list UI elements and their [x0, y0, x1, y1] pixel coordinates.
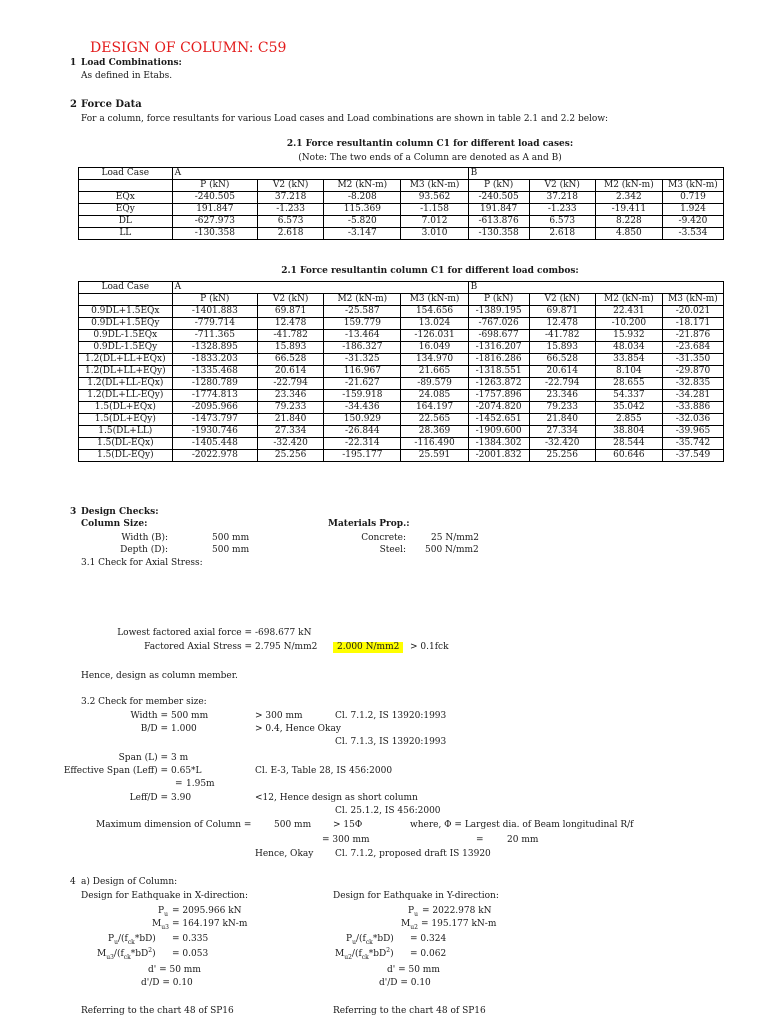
column-header: P (kN) [468, 294, 529, 306]
value-cell: 7.012 [401, 216, 468, 228]
value-cell: 20.614 [529, 366, 595, 378]
x-pu-label: $P_u$ [158, 906, 168, 918]
value-cell: 21.840 [258, 414, 324, 426]
x-axial-ratio-label: $P_u/(f_{ck}*bD)$ [108, 934, 156, 946]
value-cell: 60.646 [595, 450, 662, 462]
section-3-number: 3 [70, 507, 77, 517]
span-label: Span (L) = [118, 753, 168, 763]
stress-comparison: > 0.1fck [410, 642, 449, 652]
value-cell: -1757.896 [468, 390, 529, 402]
value-cell: 66.528 [529, 354, 595, 366]
row-label-cell: 1.2(DL+LL-EQy) [79, 390, 173, 402]
value-cell: -2074.820 [468, 402, 529, 414]
y-cover: d' = 50 mm [387, 965, 440, 975]
column-header: M3 (kN-m) [401, 294, 468, 306]
row-label-cell: 1.5(DL-EQy) [79, 450, 173, 462]
value-cell: 35.042 [595, 402, 662, 414]
value-cell: 22.565 [401, 414, 468, 426]
load-case-header: Load Case [79, 282, 173, 294]
row-label-cell: 0.9DL+1.5EQy [79, 318, 173, 330]
value-cell: -32.420 [529, 438, 595, 450]
value-cell: 2.855 [595, 414, 662, 426]
bd-ratio-check: > 0.4, Hence Okay [255, 724, 341, 734]
value-cell: 93.562 [401, 192, 468, 204]
value-cell: -5.820 [324, 216, 401, 228]
effective-span-formula: 0.65*L [171, 766, 202, 776]
column-header: P (kN) [172, 180, 257, 192]
value-cell: -1.158 [401, 204, 468, 216]
value-cell: -9.420 [662, 216, 723, 228]
value-cell: -1280.789 [172, 378, 257, 390]
load-combo-table [78, 281, 724, 462]
value-cell: -1316.207 [468, 342, 529, 354]
value-cell: 27.334 [258, 426, 324, 438]
value-cell: -1473.797 [172, 414, 257, 426]
value-cell: -22.794 [258, 378, 324, 390]
section-1-text: As defined in Etabs. [81, 71, 173, 81]
bd-ratio-clause: Cl. 7.1.3, IS 13920:1993 [335, 737, 447, 747]
concrete-value: 25 N/mm2 [431, 533, 480, 543]
row-label-cell: LL [79, 228, 173, 240]
empty-cell [79, 180, 173, 192]
row-label-cell: 1.5(DL+EQx) [79, 402, 173, 414]
value-cell: -21.876 [662, 330, 723, 342]
column-header: M3 (kN-m) [662, 180, 723, 192]
end-b-header: B [468, 282, 723, 294]
y-chart-reference: Referring to the chart 48 of SP16 [333, 1006, 486, 1016]
concrete-label: Concrete: [361, 533, 406, 543]
steel-value: 500 N/mm2 [425, 545, 479, 555]
value-cell: 2.618 [529, 228, 595, 240]
value-cell: 15.893 [529, 342, 595, 354]
row-label-cell: 1.2(DL+LL-EQx) [79, 378, 173, 390]
x-mu-label: $M_{u3}$ [152, 919, 169, 931]
value-cell: 191.847 [172, 204, 257, 216]
y-moment-ratio-value: = 0.062 [410, 949, 447, 959]
value-cell: -240.505 [172, 192, 257, 204]
effective-span-clause: Cl. E-3, Table 28, IS 456:2000 [255, 766, 393, 776]
width-value: 500 mm [212, 533, 250, 543]
value-cell: -39.965 [662, 426, 723, 438]
value-cell: 28.544 [595, 438, 662, 450]
table-row [79, 204, 724, 216]
value-cell: 21.840 [529, 414, 595, 426]
value-cell: 69.871 [529, 306, 595, 318]
column-header: M2 (kN-m) [595, 180, 662, 192]
table-row [79, 426, 724, 438]
x-mu-value: = 164.197 kN-m [172, 919, 248, 929]
section-2-text: For a column, force resultants for various Load cases and Load combinations are shown in table 2.1 and 2.2 below: [81, 114, 609, 124]
max-dimension-label: Maximum dimension of Column = [96, 820, 252, 830]
table-row [79, 306, 724, 318]
row-label-cell: 0.9DL-1.5EQy [79, 342, 173, 354]
value-cell: -130.358 [468, 228, 529, 240]
value-cell: -711.365 [172, 330, 257, 342]
section-2-heading: Force Data [81, 99, 142, 110]
value-cell: 154.656 [401, 306, 468, 318]
value-cell: 12.478 [258, 318, 324, 330]
depth-label: Depth (D): [120, 545, 168, 555]
value-cell: -627.973 [172, 216, 257, 228]
value-cell: -13.464 [324, 330, 401, 342]
value-cell: -8.208 [324, 192, 401, 204]
member-width-check: > 300 mm [255, 711, 303, 721]
value-cell: 79.233 [529, 402, 595, 414]
value-cell: 116.967 [324, 366, 401, 378]
value-cell: -31.325 [324, 354, 401, 366]
value-cell: -26.844 [324, 426, 401, 438]
y-pu-value: = 2022.978 kN [422, 906, 492, 916]
max-dimension-check: > 15Φ [333, 820, 363, 830]
value-cell: -1816.286 [468, 354, 529, 366]
value-cell: -130.358 [172, 228, 257, 240]
value-cell: -195.177 [324, 450, 401, 462]
value-cell: -1335.468 [172, 366, 257, 378]
value-cell: 38.804 [595, 426, 662, 438]
value-cell: -767.026 [468, 318, 529, 330]
value-cell: -32.036 [662, 414, 723, 426]
effective-span-result: 1.95m [186, 779, 215, 789]
subsection-3-1: 3.1 Check for Axial Stress: [81, 558, 203, 568]
slenderness-label: Leff/D = [129, 793, 168, 803]
table-row [79, 342, 724, 354]
value-cell: -32.420 [258, 438, 324, 450]
column-header: V2 (kN) [258, 180, 324, 192]
value-cell: 2.342 [595, 192, 662, 204]
row-label-cell: EQx [79, 192, 173, 204]
value-cell: -1452.651 [468, 414, 529, 426]
value-cell: -1389.195 [468, 306, 529, 318]
value-cell: -2095.966 [172, 402, 257, 414]
span-value: 3 m [171, 753, 189, 763]
row-label-cell: EQy [79, 204, 173, 216]
value-cell: 2.618 [258, 228, 324, 240]
value-cell: 150.929 [324, 414, 401, 426]
x-axial-ratio-value: = 0.335 [172, 934, 209, 944]
value-cell: -41.782 [258, 330, 324, 342]
section-4-number: 4 [70, 877, 76, 887]
axial-stress-label: Factored Axial Stress = [144, 642, 252, 652]
column-header: M3 (kN-m) [662, 294, 723, 306]
value-cell: 13.024 [401, 318, 468, 330]
row-label-cell: 1.2(DL+LL+EQy) [79, 366, 173, 378]
value-cell: 8.228 [595, 216, 662, 228]
table-row [79, 414, 724, 426]
section-1-heading: Load Combinations: [81, 58, 182, 68]
value-cell: -240.505 [468, 192, 529, 204]
column-header: V2 (kN) [529, 180, 595, 192]
value-cell: -159.918 [324, 390, 401, 402]
value-cell: 115.369 [324, 204, 401, 216]
column-header: M2 (kN-m) [324, 180, 401, 192]
value-cell: -779.714 [172, 318, 257, 330]
row-label-cell: DL [79, 216, 173, 228]
materials-heading: Materials Prop.: [328, 519, 410, 529]
value-cell: 28.369 [401, 426, 468, 438]
table-row [79, 390, 724, 402]
value-cell: 69.871 [258, 306, 324, 318]
value-cell: -10.200 [595, 318, 662, 330]
bd-ratio-label: B/D = [140, 724, 168, 734]
lowest-axial-label: Lowest factored axial force = [117, 628, 252, 638]
value-cell: 6.573 [258, 216, 324, 228]
value-cell: 134.970 [401, 354, 468, 366]
slenderness-check: <12, Hence design as short column [255, 793, 418, 803]
value-cell: 66.528 [258, 354, 324, 366]
x-moment-ratio-label: $M_{u3}/(f_{ck}*bD^2)$ [97, 947, 156, 961]
table-column-header-row [79, 180, 724, 192]
dia-equals: = [476, 835, 484, 845]
table-header-row [79, 282, 724, 294]
value-cell: 37.218 [258, 192, 324, 204]
value-cell: -1774.813 [172, 390, 257, 402]
value-cell: -1833.203 [172, 354, 257, 366]
value-cell: -1263.872 [468, 378, 529, 390]
value-cell: -2022.978 [172, 450, 257, 462]
table-row [79, 216, 724, 228]
x-pu-value: = 2095.966 kN [172, 906, 242, 916]
row-label-cell: 1.2(DL+LL+EQx) [79, 354, 173, 366]
table-row [79, 354, 724, 366]
value-cell: -41.782 [529, 330, 595, 342]
effective-span-label: Effective Span (Leff) = [63, 766, 168, 776]
value-cell: 4.850 [595, 228, 662, 240]
row-label-cell: 1.5(DL+EQy) [79, 414, 173, 426]
size-check-conclusion: Hence, Okay [255, 849, 314, 859]
table-row [79, 378, 724, 390]
value-cell: 3.010 [401, 228, 468, 240]
y-cover-ratio: d'/D = 0.10 [379, 978, 431, 988]
value-cell: 25.256 [258, 450, 324, 462]
x-moment-ratio-value: = 0.053 [172, 949, 209, 959]
value-cell: -25.587 [324, 306, 401, 318]
value-cell: 6.573 [529, 216, 595, 228]
size-check-clause: Cl. 7.1.2, proposed draft IS 13920 [335, 849, 491, 859]
effective-span-equals: = [175, 779, 183, 789]
column-header: P (kN) [172, 294, 257, 306]
member-width-value: 500 mm [171, 711, 209, 721]
column-header: M2 (kN-m) [324, 294, 401, 306]
table-1-caption: 2.1 Force resultantin column C1 for different load cases: [286, 139, 574, 149]
value-cell: -1909.600 [468, 426, 529, 438]
value-cell: 25.591 [401, 450, 468, 462]
value-cell: -37.549 [662, 450, 723, 462]
y-mu-value: = 195.177 kN-m [421, 919, 497, 929]
value-cell: -34.281 [662, 390, 723, 402]
value-cell: 37.218 [529, 192, 595, 204]
value-cell: -22.794 [529, 378, 595, 390]
end-a-header: A [172, 168, 468, 180]
limit-stress-highlight: 2.000 N/mm2 [333, 642, 403, 653]
value-cell: 22.431 [595, 306, 662, 318]
table-1-note: (Note: The two ends of a Column are denoted as A and B) [298, 153, 562, 163]
value-cell: 25.256 [529, 450, 595, 462]
value-cell: 191.847 [468, 204, 529, 216]
y-pu-label: $P_u$ [408, 906, 418, 918]
table-column-header-row [79, 294, 724, 306]
empty-cell [79, 294, 173, 306]
value-cell: 79.233 [258, 402, 324, 414]
value-cell: 164.197 [401, 402, 468, 414]
value-cell: -22.314 [324, 438, 401, 450]
value-cell: -1930.746 [172, 426, 257, 438]
value-cell: -1318.551 [468, 366, 529, 378]
slenderness-value: 3.90 [171, 793, 192, 803]
value-cell: 24.085 [401, 390, 468, 402]
depth-value: 500 mm [212, 545, 250, 555]
member-width-clause: Cl. 7.1.2, IS 13920:1993 [335, 711, 447, 721]
y-direction-title: Design for Eathquake in Y-direction: [333, 891, 499, 901]
value-cell: -126.031 [401, 330, 468, 342]
value-cell: -1405.448 [172, 438, 257, 450]
table-header-row [79, 168, 724, 180]
value-cell: -21.627 [324, 378, 401, 390]
section-2-number: 2 [70, 99, 77, 110]
value-cell: 21.665 [401, 366, 468, 378]
value-cell: -19.411 [595, 204, 662, 216]
value-cell: -89.579 [401, 378, 468, 390]
value-cell: 15.893 [258, 342, 324, 354]
value-cell: -1.233 [529, 204, 595, 216]
value-cell: 159.779 [324, 318, 401, 330]
subsection-3-2: 3.2 Check for member size: [81, 697, 207, 707]
value-cell: 28.655 [595, 378, 662, 390]
y-mu-label: $M_{u2}$ [401, 919, 418, 931]
y-axial-ratio-value: = 0.324 [410, 934, 447, 944]
phi-definition: where, Φ = Largest dia. of Beam longitudinal R/f [410, 820, 634, 830]
value-cell: -34.436 [324, 402, 401, 414]
column-header: V2 (kN) [529, 294, 595, 306]
table-2-caption: 2.1 Force resultantin column C1 for different load combos: [281, 266, 579, 276]
lowest-axial-value: -698.677 kN [255, 628, 312, 638]
table-row [79, 228, 724, 240]
value-cell: 48.034 [595, 342, 662, 354]
load-case-header: Load Case [79, 168, 173, 180]
page-title: DESIGN OF COLUMN: C59 [90, 40, 287, 56]
column-size-heading: Column Size: [81, 519, 148, 529]
table-row [79, 450, 724, 462]
value-cell: 16.049 [401, 342, 468, 354]
table-row [79, 438, 724, 450]
row-label-cell: 0.9DL-1.5EQx [79, 330, 173, 342]
value-cell: 8.104 [595, 366, 662, 378]
value-cell: -29.870 [662, 366, 723, 378]
row-label-cell: 1.5(DL-EQx) [79, 438, 173, 450]
slenderness-clause: Cl. 25.1.2, IS 456:2000 [335, 806, 441, 816]
table-row [79, 318, 724, 330]
row-label-cell: 1.5(DL+LL) [79, 426, 173, 438]
value-cell: -35.742 [662, 438, 723, 450]
value-cell: -1384.302 [468, 438, 529, 450]
min-dimension-value: = 300 mm [322, 835, 370, 845]
x-cover-ratio: d'/D = 0.10 [141, 978, 193, 988]
value-cell: -20.021 [662, 306, 723, 318]
value-cell: -32.835 [662, 378, 723, 390]
load-case-table [78, 167, 724, 240]
value-cell: 15.932 [595, 330, 662, 342]
column-header: V2 (kN) [258, 294, 324, 306]
row-label-cell: 0.9DL+1.5EQx [79, 306, 173, 318]
value-cell: -2001.832 [468, 450, 529, 462]
value-cell: 23.346 [529, 390, 595, 402]
value-cell: 23.346 [258, 390, 324, 402]
value-cell: -1401.883 [172, 306, 257, 318]
column-header: M3 (kN-m) [401, 180, 468, 192]
x-chart-reference: Referring to the chart 48 of SP16 [81, 1006, 234, 1016]
value-cell: 33.854 [595, 354, 662, 366]
value-cell: -1.233 [258, 204, 324, 216]
value-cell: -33.886 [662, 402, 723, 414]
value-cell: -3.147 [324, 228, 401, 240]
x-direction-title: Design for Eathquake in X-direction: [81, 891, 248, 901]
beam-bar-diameter: 20 mm [507, 835, 539, 845]
axial-stress-value: 2.795 N/mm2 [255, 642, 318, 652]
member-width-label: Width = [130, 711, 168, 721]
x-cover: d' = 50 mm [148, 965, 201, 975]
value-cell: -1328.895 [172, 342, 257, 354]
value-cell: -116.490 [401, 438, 468, 450]
value-cell: 54.337 [595, 390, 662, 402]
value-cell: -698.677 [468, 330, 529, 342]
value-cell: -31.350 [662, 354, 723, 366]
table-row [79, 330, 724, 342]
value-cell: 12.478 [529, 318, 595, 330]
table-row [79, 192, 724, 204]
section-4-heading: a) Design of Column: [81, 877, 178, 887]
value-cell: -3.534 [662, 228, 723, 240]
value-cell: -613.876 [468, 216, 529, 228]
width-label: Width (B): [121, 533, 168, 543]
end-b-header: B [468, 168, 723, 180]
column-header: P (kN) [468, 180, 529, 192]
table-row [79, 402, 724, 414]
value-cell: -23.684 [662, 342, 723, 354]
bd-ratio-value: 1.000 [171, 724, 197, 734]
column-header: M2 (kN-m) [595, 294, 662, 306]
max-dimension-value: 500 mm [274, 820, 312, 830]
section-3-heading: Design Checks: [81, 507, 159, 517]
value-cell: -186.327 [324, 342, 401, 354]
value-cell: 20.614 [258, 366, 324, 378]
value-cell: 1.924 [662, 204, 723, 216]
y-axial-ratio-label: $P_u/(f_{ck}*bD)$ [346, 934, 394, 946]
y-moment-ratio-label: $M_{u2}/(f_{ck}*bD^2)$ [335, 947, 394, 961]
section-1-number: 1 [70, 58, 77, 68]
value-cell: -18.171 [662, 318, 723, 330]
value-cell: 27.334 [529, 426, 595, 438]
column-member-conclusion: Hence, design as column member. [81, 671, 238, 681]
end-a-header: A [172, 282, 468, 294]
steel-label: Steel: [379, 545, 406, 555]
value-cell: 0.719 [662, 192, 723, 204]
table-row [79, 366, 724, 378]
